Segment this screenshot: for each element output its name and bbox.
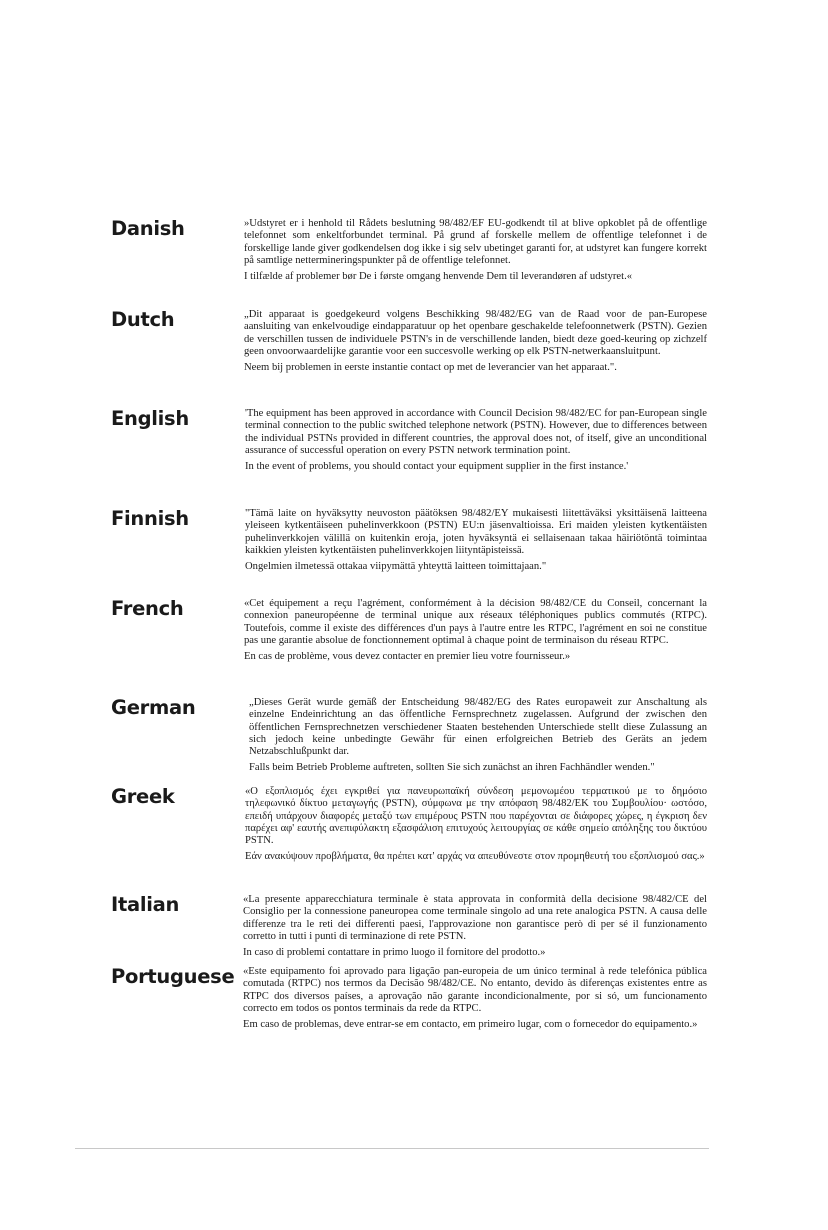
statement-text bbox=[243, 894, 707, 959]
language-heading: English bbox=[111, 407, 189, 430]
statement-paragraph: «Este equipamento foi aprovado para ligação pan-europeia de um único terminal à rede telefónica pública comutada (RTPC) nos termos da Decisão 98/482/CE. No entanto, devido às diferenças existentes entre as RTPC dos diversos países, a aprovação não garante incondicionalmente, por si só, um funcionamento correcto em todos os pontos terminais da rede da RTPC. bbox=[243, 966, 707, 1014]
statement-paragraph: «Cet équipement a reçu l'agrément, conformément à la décision 98/482/CE du Conseil, concernant la connexion paneuropéenne de terminal unique aux réseaux téléphoniques publics commutés (RTPC). Toutefois, comme il existe des différences d'un pays à l'autre entre les RTPC, l'agrément en soi ne constitue pas une garantie absolue de fonctionnement optimal à chaque point de terminaison du réseau RTPC. bbox=[244, 598, 707, 646]
statement-text bbox=[244, 309, 707, 374]
statement-paragraph: Ongelmien ilmetessä ottakaa viipymättä yhteyttä laitteen toimittajaan." bbox=[245, 561, 547, 573]
statement-paragraph: En cas de problème, vous devez contacter en premier lieu votre fournisseur.» bbox=[244, 651, 571, 663]
statement-text bbox=[244, 218, 707, 283]
statement-text bbox=[244, 598, 707, 663]
statement-paragraph: In caso di problemi contattare in primo luogo il fornitore del prodotto.» bbox=[243, 947, 546, 959]
statement-text bbox=[243, 966, 707, 1031]
statement-paragraph: Em caso de problemas, deve entrar-se em contacto, em primeiro lugar, com o fornecedor do equipamento.» bbox=[243, 1019, 698, 1031]
statement-paragraph: "Tämä laite on hyväksytty neuvoston päätöksen 98/482/EY mukaisesti liitettäväksi yksittäisenä laitteena yleiseen kytkentäiseen puhelinverkkoon (PSTN) EU:n jäsenvaltioissa. Eri maiden yleisten kytkentäisten puhelinverkkojen välillä on kuitenkin eroja, joten hyväksyntä ei sellaisenaan takaa häiriötöntä toimintaa kaikkien yleisten kytkentäisten puhelinverkkojen liityntäpisteissä. bbox=[245, 508, 707, 556]
statement-paragraph: Falls beim Betrieb Probleme auftreten, sollten Sie sich zunächst an ihren Fachhändler wenden." bbox=[249, 762, 655, 774]
statement-paragraph: Neem bij problemen in eerste instantie contact op met de leverancier van het apparaat.". bbox=[244, 362, 617, 374]
language-heading: Italian bbox=[111, 893, 180, 916]
statement-text bbox=[249, 697, 707, 775]
footer-divider bbox=[75, 1148, 709, 1149]
statement-text bbox=[245, 786, 707, 864]
statement-text bbox=[245, 508, 707, 573]
statement-paragraph: Εάν ανακύψουν προβλήματα, θα πρέπει κατ' αρχάς να απευθύνεστε στον προμηθευτή του εξοπλισμού σας.» bbox=[245, 851, 705, 863]
statement-paragraph: »Udstyret er i henhold til Rådets beslutning 98/482/EF EU-godkendt til at blive opkoblet på de offentlige telefonnet som enkeltforbundet terminal. På grund af forskelle mellem de offentlige telefonnet i de forskellige lande giver godkendelsen dog ikke i sig selv ubetinget garanti for, at udstyret kan fungere korrekt på samtlige nettermineringspunkter på de offentlige telefonnet. bbox=[244, 218, 707, 266]
language-heading: Portuguese bbox=[111, 965, 235, 988]
language-heading: French bbox=[111, 597, 184, 620]
language-heading: Dutch bbox=[111, 308, 175, 331]
language-heading: Danish bbox=[111, 217, 185, 240]
statement-paragraph: 'The equipment has been approved in accordance with Council Decision 98/482/EC for pan-European single terminal connection to the public switched telephone network (PSTN). However, due to differences between the individual PSTNs provided in different countries, the approval does not, of itself, give an unconditional assurance of successful operation on every PSTN network termination point. bbox=[245, 408, 707, 456]
statement-paragraph: In the event of problems, you should contact your equipment supplier in the first instance.' bbox=[245, 461, 629, 473]
statement-text bbox=[245, 408, 707, 473]
language-heading: German bbox=[111, 696, 196, 719]
statement-paragraph: «La presente apparecchiatura terminale è stata approvata in conformità della decisione 98/482/CE del Consiglio per la connessione paneuropea come terminale singolo ad una rete analogica PSTN. A causa delle differenze tra le reti dei differenti paesi, l'approvazione non garantisce però di per sé il funzionamento corretto in tutti i punti di terminazione di rete PSTN. bbox=[243, 894, 707, 942]
language-heading: Finnish bbox=[111, 507, 189, 530]
statement-paragraph: „Dit apparaat is goedgekeurd volgens Beschikking 98/482/EG van de Raad voor de pan-Europese aansluiting van enkelvoudige eindapparatuur op het openbare geschakelde telefoonnetwerk (PSTN). Gezien de verschillen tussen de individuele PSTN's in de verschillende landen, biedt deze goed-keuring op zichzelf geen onvoorwaardelijke garantie voor een succesvolle werking op elk PSTN-netwerkaansluitpunt. bbox=[244, 309, 707, 357]
statement-paragraph: „Dieses Gerät wurde gemäß der Entscheidung 98/482/EG des Rates europaweit zur Anschaltung als einzelne Endeinrichtung an das öffentliche Fernsprechnetz zugelassen. Aufgrund der zwischen den öffentlichen Fernsprechnetzen verschiedener Staaten bestehenden Unterschiede stellt diese Zulassung an sich jedoch keine unbedingte Gewähr für einen erfolgreichen Betrieb des Geräts an jedem Netzabschlußpunkt dar. bbox=[249, 697, 707, 758]
statement-paragraph: I tilfælde af problemer bør De i første omgang henvende Dem til leverandøren af udstyret.« bbox=[244, 271, 633, 283]
language-heading: Greek bbox=[111, 785, 175, 808]
statement-paragraph: «Ο εξοπλισμός έχει εγκριθεί για πανευρωπαϊκή σύνδεση μεμονωμέου τερματικού με το δημόσιο τηλεφωνικό δίκτυο μεταγωγής (PSTN), σύμφωνα με την απόφαση 98/482/ΕΚ του Συμβουλίου· ωστόσο, επειδή υπάρχουν διαφορές μεταξύ των επιμέρους PSTN που παρέχονται σε διάφορες χώρες, η έγκριση δεν παρέχει αφ' εαυτής ανεπιφύλακτη εξασφάλιση επιτυχούς λειτουργίας σε κάθε σημείο απόληξης του δικτύου PSTN. bbox=[245, 786, 707, 847]
